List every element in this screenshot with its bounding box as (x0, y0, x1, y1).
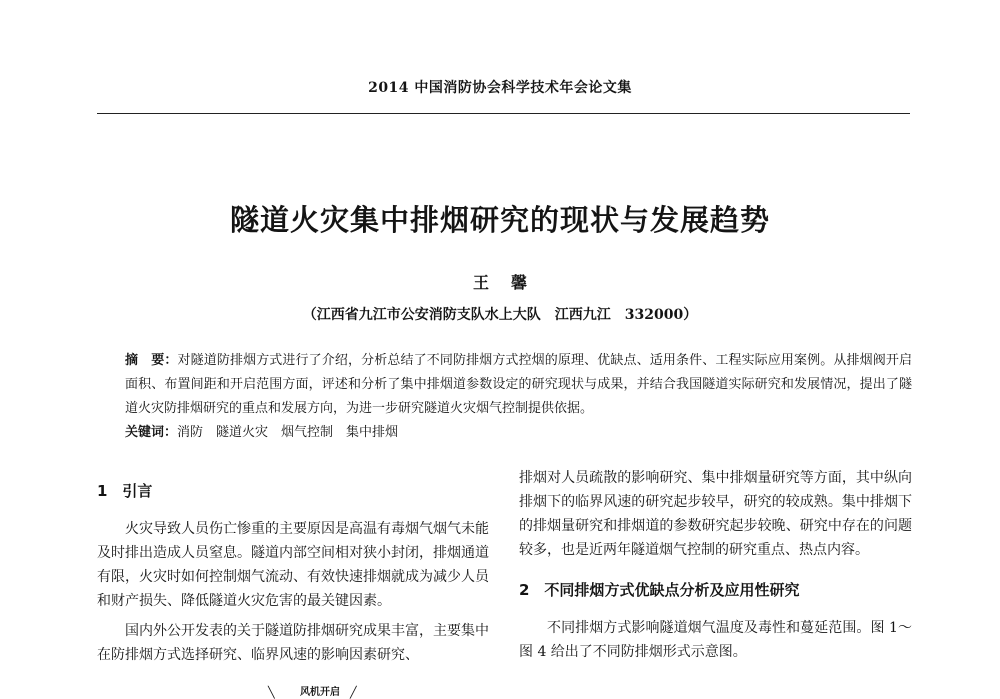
section-2-heading: 2 不同排烟方式优缺点分析及应用性研究 (519, 581, 800, 599)
abstract-label: 摘 要： (125, 353, 178, 368)
author-name: 王馨 (472, 273, 549, 292)
abstract-text: 对隧道防排烟方式进行了介绍，分析总结了不同防排烟方式控烟的原理、优缺点、适用条件、工程实际应用案例。从排烟阀开启面积、布置间距和开启范围方面，评述和分析了集中排烟道参数设定的研究现状与成果，并结合我国隧道实际研究和发展情况，提出了隧道火灾防排烟研究的重点和发展方向，为进一步研究隧道火灾烟气控制提供依据。 (125, 353, 912, 416)
abstract-paragraph (97, 349, 912, 421)
section-1-paragraph-2: 国内外公开发表的关于隧道防排烟研究成果丰富，主要集中在防排烟方式选择研究、临界风速的影响因素研究、 (97, 623, 489, 663)
continued-paragraph: 排烟对人员疏散的影响研究、集中排烟量研究等方面，其中纵向排烟下的临界风速的研究起步较早，研究的较成熟。集中排烟下的排烟量研究和排烟道的参数研究起步较晚、研究中存在的问题较多，也是近两年隧道烟气控制的研究重点、热点内容。 (519, 470, 912, 558)
keywords-text: 消防 隧道火灾 烟气控制 集中排烟 (177, 425, 399, 440)
section-2-paragraph: 不同排烟方式影响隧道烟气温度及毒性和蔓延范围。图 1～图 4 给出了不同防排烟形式示意图。 (519, 620, 912, 660)
paper-title: 隧道火灾集中排烟研究的现状与发展趋势 (229, 203, 770, 237)
header-rule (97, 113, 910, 114)
left-column (97, 479, 489, 667)
abstract-block (97, 349, 912, 445)
keywords-label: 关键词： (125, 425, 178, 440)
figure-arrow-left-icon: ╲ (268, 686, 275, 699)
figure-arrow-right-icon: ╱ (350, 686, 357, 699)
running-header: 2014 中国消防协会科学技术年会论文集 (368, 80, 632, 96)
author-affiliation: （江西省九江市公安消防支队水上大队 江西九江 332000） (302, 307, 698, 323)
section-1-paragraph-1: 火灾导致人员伤亡惨重的主要原因是高温有毒烟气烟气未能及时排出造成人员窒息。隧道内部空间相对狭小封闭，排烟通道有限，火灾时如何控制烟气流动、有效快速排烟就成为减少人员和财产损失、降低隧道火灾危害的最关键因素。 (97, 521, 489, 609)
section-1-heading: 1 引言 (97, 482, 153, 500)
keywords-line (97, 421, 912, 445)
figure-fragment-label: 风机开启 (300, 687, 340, 698)
right-column (519, 466, 912, 664)
